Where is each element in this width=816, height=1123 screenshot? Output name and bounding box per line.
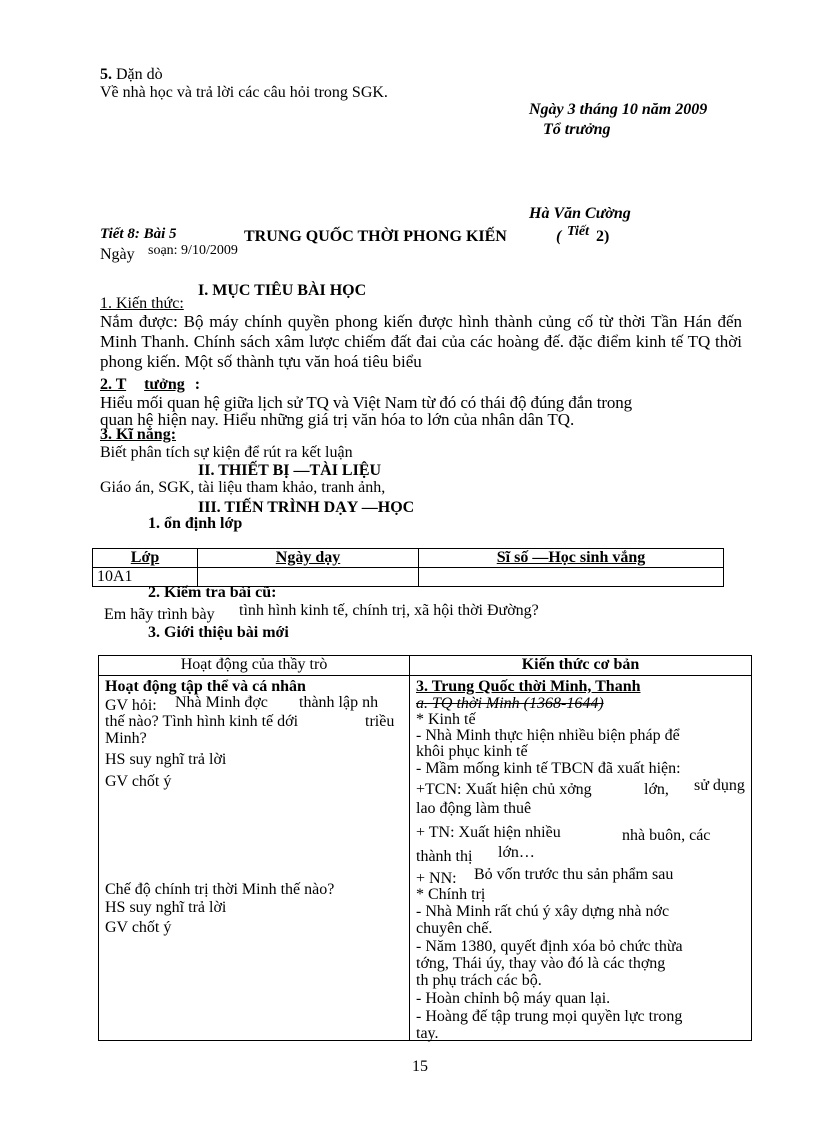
politics-4-line-2: tay.: [416, 1025, 439, 1042]
homework-heading: [100, 66, 163, 84]
economy-5-a: + NN:: [416, 870, 457, 887]
equipment-heading: II. THIẾT BỊ —TÀI LIỆU: [198, 462, 382, 479]
lesson-part-word: Tiết: [567, 224, 590, 239]
main-header-activities: Hoạt động của thầy trò: [99, 656, 410, 676]
attendance-table: [92, 548, 724, 587]
objectives-heading: I. MỤC TIÊU BÀI HỌC: [198, 282, 367, 299]
step-3: 3. Giới thiệu bài mới: [148, 624, 289, 641]
economy-1-line-2: khôi phục kinh tế: [416, 743, 528, 760]
thought-heading-num: 2. T: [100, 376, 127, 393]
skills-heading: 3. Kĩ năng:: [100, 426, 177, 443]
lesson-part-open: (: [556, 228, 562, 245]
politics-4-line-1: - Hoàng đế tập trung mọi quyền lực trong: [416, 1008, 683, 1025]
thought-heading-colon: :: [194, 376, 201, 393]
main-header-knowledge: Kiến thức cơ bản: [410, 656, 752, 676]
gv-conclude-2: GV chốt ý: [105, 919, 172, 936]
thought-line-2: quan hệ hiện nay. Hiểu những giá trị văn hóa to lớn của nhân dân TQ.: [100, 410, 575, 429]
economy-4-a: + TN: Xuất hiện nhiều: [416, 824, 561, 841]
signature-name: Hà Văn Cường: [529, 205, 631, 222]
attendance-header-count: Sĩ số —Học sinh vắng: [419, 549, 724, 568]
knowledge-text: Nắm được: Bộ máy chính quyền phong kiến được hình thành củng cố từ thời Tần Hán đến Minh Thanh. Chính sách xâm lược chiếm đất đai của các hoàng đế. đặc điểm kinh tế TQ thời phong kiến. Một số thành tựu văn hoá tiêu biểu: [100, 312, 742, 371]
knowledge-cell: [410, 676, 752, 1041]
economy-5-b: Bỏ vốn trước thu sản phẩm sau: [474, 866, 674, 883]
thought-heading: [100, 376, 200, 394]
section-title: 3. Trung Quốc thời Minh, Thanh: [416, 678, 641, 695]
politics-1-line-2: chuyên chế.: [416, 920, 493, 937]
economy-2: - Mầm mống kinh tế TBCN đã xuất hiện:: [416, 760, 681, 777]
attendance-cell-class: 10A1: [93, 568, 198, 587]
q1-label: GV hỏi:: [105, 697, 157, 714]
signature-role: Tổ trưởng: [543, 121, 611, 138]
q1-part-c: thành lập nh: [299, 694, 379, 711]
activity-title: Hoạt động tập thể và cá nhân: [105, 678, 306, 695]
politics-2-line-2: tớng, Thái úy, thay vào đó là các thợng: [416, 955, 666, 972]
economy-3-a: +TCN: Xuất hiện chủ xởng: [416, 781, 592, 798]
check-question-part-2: tình hình kinh tế, chính trị, xã hội thời Đường?: [239, 602, 539, 619]
activities-cell: [99, 676, 410, 1041]
attendance-header-date: Ngày dạy: [198, 549, 419, 568]
lesson-code: Tiết 8: Bài 5: [100, 226, 177, 242]
hs-answer-1: HS suy nghĩ trả lời: [105, 751, 227, 768]
economy-3-c: sử dụng: [694, 777, 745, 794]
q1-line-2: thế nào? Tình hình kinh tế dới: [105, 713, 299, 730]
q2-text: Chế độ chính trị thời Minh thế nào?: [105, 881, 335, 898]
hs-answer-2: HS suy nghĩ trả lời: [105, 899, 227, 916]
thought-heading-rest: tưởng: [144, 376, 185, 393]
homework-text: Về nhà học và trả lời các câu hỏi trong SGK.: [100, 84, 388, 101]
step-1: 1. ổn định lớp: [148, 515, 243, 532]
page-number: 15: [412, 1058, 428, 1075]
q1-line-3: Minh?: [105, 730, 147, 747]
signature-date: Ngày 3 tháng 10 năm 2009: [529, 101, 708, 118]
politics-heading: * Chính trị: [416, 886, 486, 903]
thought-line-1: Hiểu mối quan hệ giữa lịch sử TQ và Việt Nam từ đó có thái độ đúng đắn trong: [100, 393, 633, 412]
economy-heading: * Kinh tế: [416, 711, 476, 728]
process-heading: III. TIẾN TRÌNH DẠY —HỌC: [198, 499, 415, 516]
attendance-cell-count: [419, 568, 724, 587]
economy-4-b: nhà buôn, các: [622, 827, 711, 844]
economy-3-b: lớn,: [644, 781, 669, 798]
politics-1-line-1: - Nhà Minh rất chú ý xây dựng nhà nớc: [416, 903, 670, 920]
equipment-text: Giáo án, SGK, tài liệu tham khảo, tranh ảnh,: [100, 479, 386, 496]
check-question-part-1: Em hãy trình bày: [104, 606, 215, 623]
q1-part-b: Nhà Minh đợc: [175, 694, 268, 711]
gv-conclude-1: GV chốt ý: [105, 773, 172, 790]
homework-heading-text: Dặn dò: [116, 66, 163, 83]
q1-line-2b: triều: [365, 713, 395, 730]
politics-3: - Hoàn chỉnh bộ máy quan lại.: [416, 990, 611, 1007]
economy-3-line-2: lao động làm thuê: [416, 800, 532, 817]
homework-heading-num: 5.: [100, 66, 112, 83]
economy-1-line-1: - Nhà Minh thực hiện nhiều biện pháp để: [416, 727, 680, 744]
politics-2-line-3: th phụ trách các bộ.: [416, 972, 542, 989]
economy-4-line-2b: lớn…: [498, 844, 535, 861]
step-2: 2. Kiểm tra bài cũ:: [148, 584, 277, 601]
lesson-date-value: soạn: 9/10/2009: [148, 243, 238, 258]
subsection-title: a. TQ thời Minh (1368-1644): [416, 695, 604, 712]
knowledge-heading: 1. Kiến thức:: [100, 295, 184, 312]
attendance-header-class: Lớp: [93, 549, 198, 568]
lesson-date-label: Ngày: [100, 246, 135, 263]
politics-2-line-1: - Năm 1380, quyết định xóa bỏ chức thừa: [416, 938, 683, 955]
main-table: [98, 655, 752, 1041]
lesson-title: TRUNG QUỐC THỜI PHONG KIẾN: [244, 228, 507, 245]
economy-4-line-2a: thành thị: [416, 848, 473, 865]
skills-text: Biết phân tích sự kiện để rút ra kết luận: [100, 444, 353, 461]
lesson-part-num: 2): [596, 228, 610, 245]
